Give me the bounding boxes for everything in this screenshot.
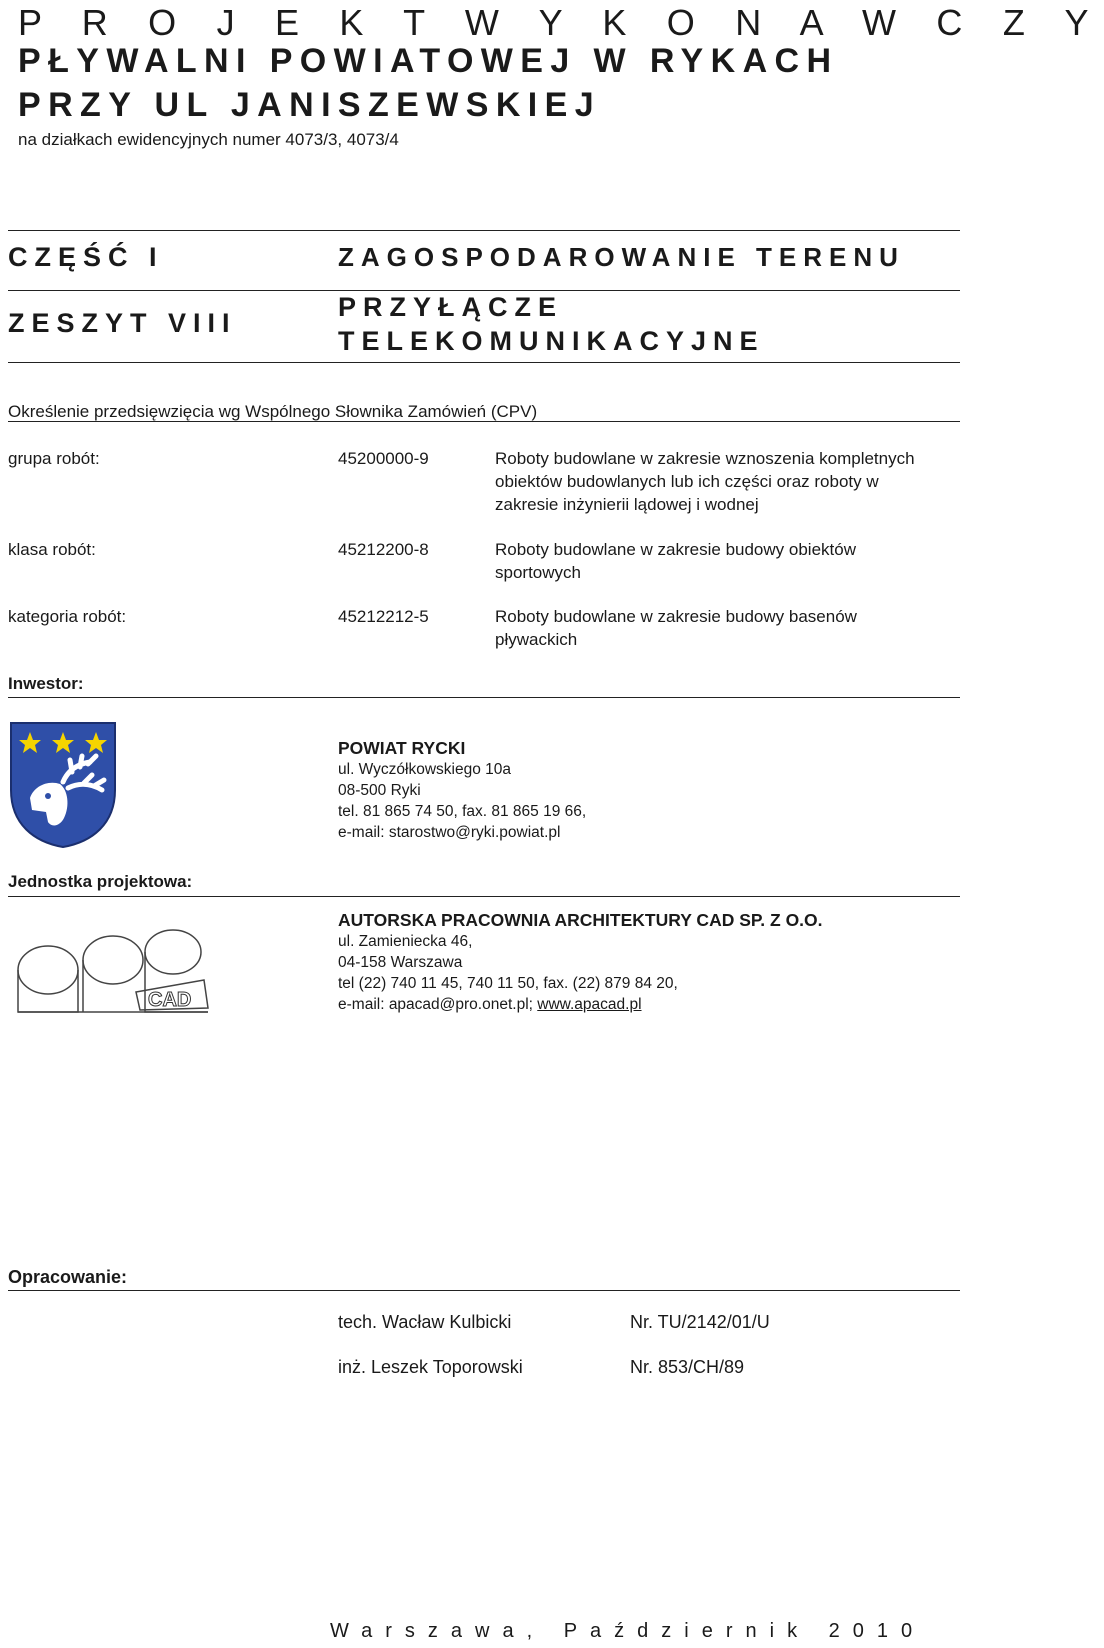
designer-email-line <box>338 994 823 1015</box>
cpv-row-description: Roboty budowlane w zakresie wznoszenia kompletnych obiektów budowlanych lub ich części oraz roboty w zakresie inżynierii lądowej i wodnej <box>495 449 915 514</box>
volume-label: ZESZYT VIII <box>8 308 237 338</box>
county-coat-of-arms-logo <box>8 720 118 848</box>
designer-website-link[interactable]: www.apacad.pl <box>537 996 642 1013</box>
plot-numbers: na działkach ewidencyjnych numer 4073/3, 4073/4 <box>18 130 399 149</box>
volume-title-line2: TELEKOMUNIKACYJNE <box>338 326 765 356</box>
cpv-row-code: 45212200-8 <box>338 540 429 559</box>
divider <box>8 290 960 291</box>
cpv-row-label: klasa robót: <box>8 540 96 559</box>
author-name: inż. Leszek Toporowski <box>338 1357 523 1377</box>
project-name-line1: PŁYWALNI POWIATOWEJ W RYKACH <box>18 42 839 80</box>
volume-title-line1: PRZYŁĄCZE <box>338 292 563 322</box>
project-name-line2: PRZY UL JANISZEWSKIEJ <box>18 86 602 124</box>
investor-details <box>338 738 586 843</box>
cpv-row-label: grupa robót: <box>8 449 100 468</box>
investor-city: 08-500 Ryki <box>338 782 421 799</box>
designer-phone: tel (22) 740 11 45, 740 11 50, fax. (22) 879 84 20, <box>338 975 678 992</box>
divider <box>8 896 960 897</box>
cpv-heading: Określenie przedsięwzięcia wg Wspólnego Słownika Zamówień (CPV) <box>8 402 538 421</box>
apa-cad-logo <box>8 920 208 1016</box>
investor-email: e-mail: starostwo@ryki.powiat.pl <box>338 824 561 841</box>
part-title: ZAGOSPODAROWANIE TERENU <box>338 242 905 272</box>
investor-street: ul. Wyczółkowskiego 10a <box>338 761 512 778</box>
prepared-by-heading: Opracowanie: <box>8 1267 128 1287</box>
investor-heading: Inwestor: <box>8 674 84 693</box>
designer-street: ul. Zamieniecka 46, <box>338 933 473 950</box>
cpv-row-description: Roboty budowlane w zakresie budowy obiektów sportowych <box>495 540 856 582</box>
designer-email: e-mail: apacad@pro.onet.pl; <box>338 996 538 1013</box>
investor-name: POWIAT RYCKI <box>338 738 466 758</box>
author-license: Nr. 853/CH/89 <box>630 1357 745 1377</box>
cpv-row-description: Roboty budowlane w zakresie budowy basenów pływackich <box>495 607 857 649</box>
divider <box>8 1290 960 1291</box>
part-label: CZĘŚĆ I <box>8 242 164 272</box>
cpv-row-label: kategoria robót: <box>8 607 127 626</box>
divider <box>8 362 960 363</box>
place-and-date: Warszawa, Październik 2010 <box>330 1620 926 1642</box>
author-license: Nr. TU/2142/01/U <box>630 1312 770 1332</box>
divider <box>8 230 960 231</box>
document-title: P R O J E K T W Y K O N A W C Z Y <box>18 2 1104 43</box>
designer-city: 04-158 Warszawa <box>338 954 463 971</box>
divider <box>8 697 960 698</box>
designer-name: AUTORSKA PRACOWNIA ARCHITEKTURY CAD SP. Z O.O. <box>338 910 823 930</box>
designer-details <box>338 910 823 1015</box>
design-unit-heading: Jednostka projektowa: <box>8 872 193 891</box>
author-name: tech. Wacław Kulbicki <box>338 1312 512 1332</box>
cpv-row-code: 45200000-9 <box>338 449 429 468</box>
logo-text: CAD <box>148 989 192 1011</box>
divider <box>8 421 960 422</box>
investor-phone: tel. 81 865 74 50, fax. 81 865 19 66, <box>338 803 587 820</box>
cpv-row-code: 45212212-5 <box>338 607 429 626</box>
